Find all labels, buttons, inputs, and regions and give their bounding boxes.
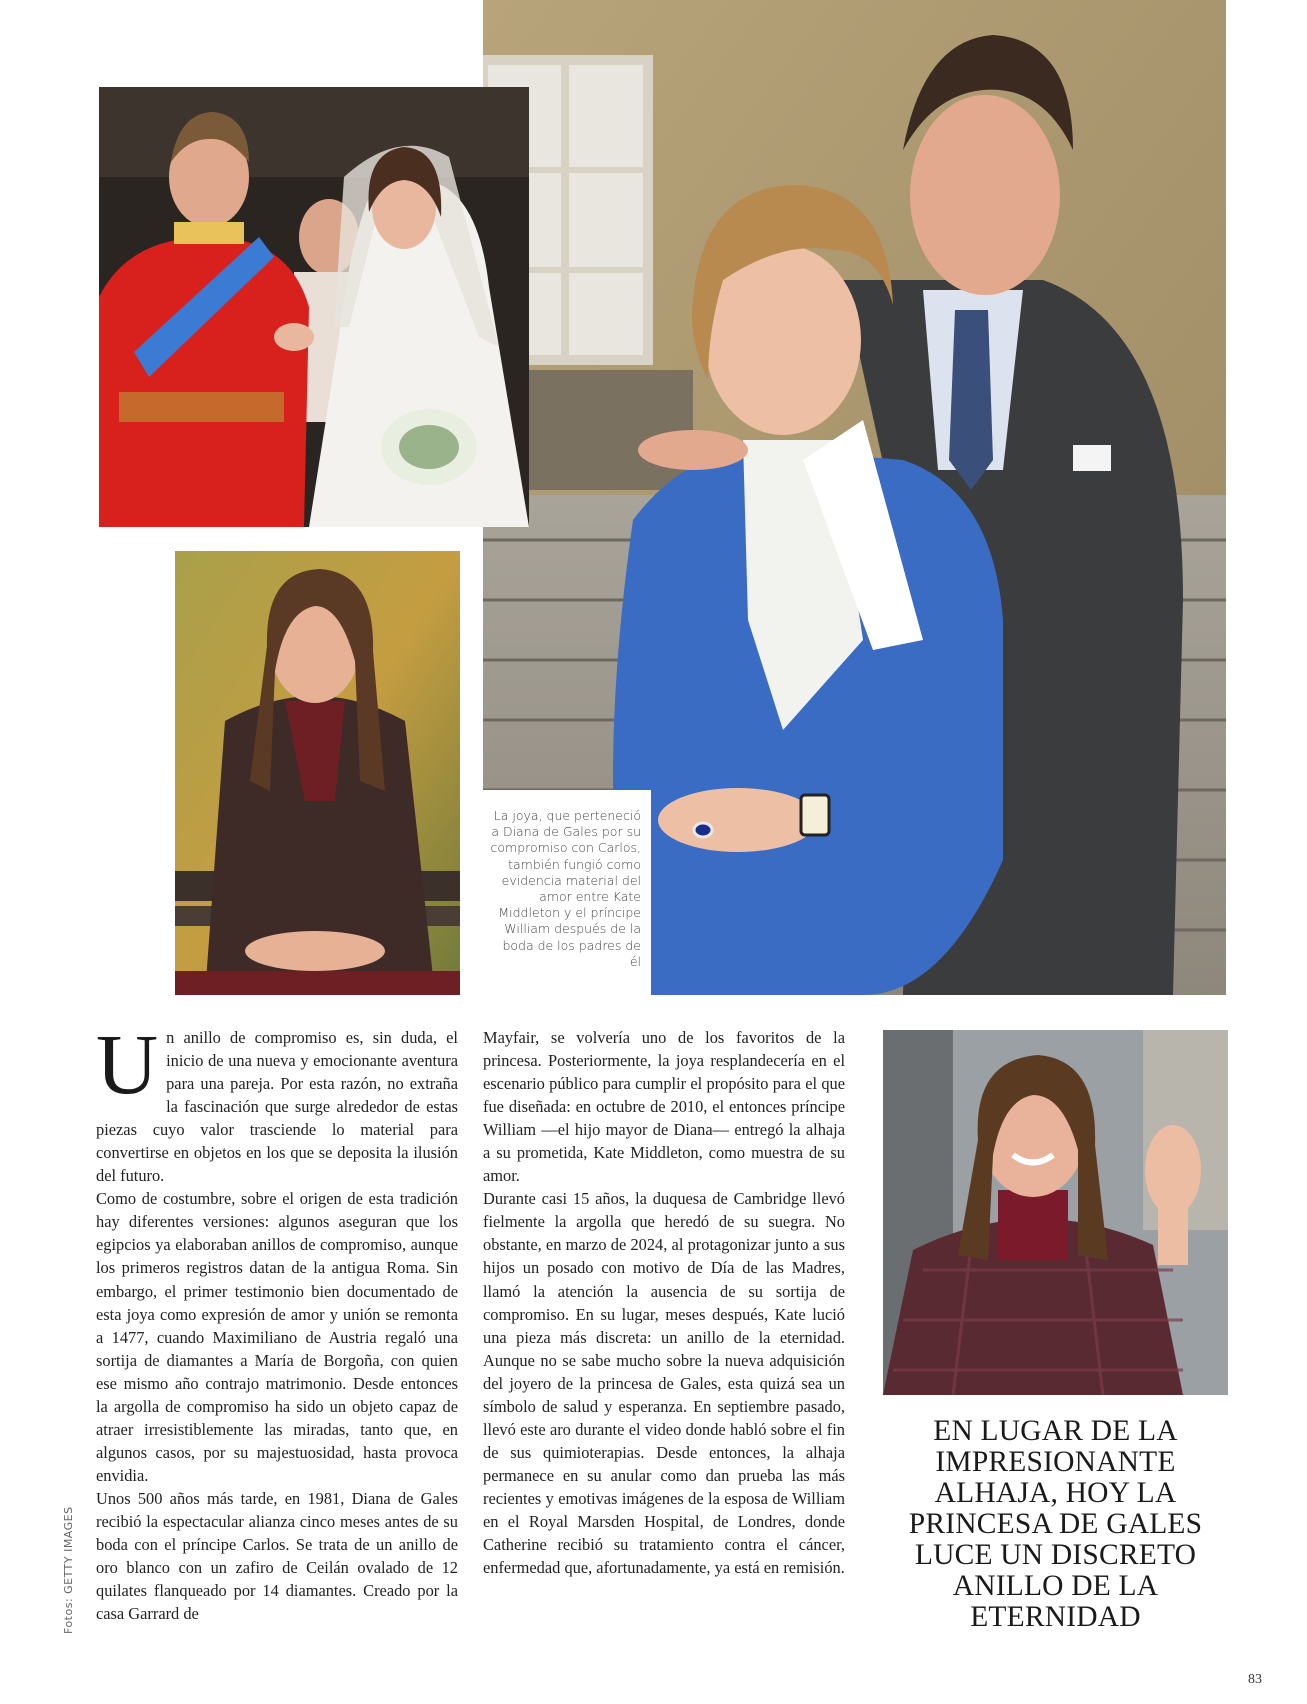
photo-caption: La joya, que perteneció a Diana de Gales por su compromiso con Carlos, también fungió como evidencia material del amor entre Kate Middleton y el príncipe William después de la boda de los padres de él <box>490 808 641 969</box>
page-number: 83 <box>1248 1672 1262 1687</box>
article-paragraph-3: Unos 500 años más tarde, en 1981, Diana de Gales recibió la espectacular alianza cinco meses antes de su boda con el príncipe Carlos. Se trata de un anillo de oro blanco con un zafiro de Ceilán ovalado de 12 quilates flanqueado por 14 diamantes. Creado por la casa Garrard de <box>96 1488 458 1624</box>
photo-credit: Fotos: GETTY IMAGES <box>62 1506 75 1634</box>
article-paragraph-1: Un anillo de compromiso es, sin duda, el inicio de una nueva y emocionante aventura para una pareja. Por esta razón, no extraña la fascinación que surge alrededor de estas piezas cuyo valor trasciende lo material para convertirse en objetos en los que se deposita la ilusión del futuro. <box>96 1016 458 1186</box>
article-paragraph-5: Durante casi 15 años, la duquesa de Cambridge llevó fielmente la argolla que heredó de su suegra. No obstante, en marzo de 2024, al protagonizar junto a sus hijos un posado con motivo de Día de las Madres, llamó la atención la ausencia de su sortija de compromiso. En su lugar, meses después, Kate lució una pieza más discreta: un anillo de la eternidad. Aunque no se sabe mucho sobre la nueva adquisición del joyero de la princesa de Gales, esta quizá sea un símbolo de salud y esperanza. En septiembre pasado, llevó este aro durante el video donde habló sobre el fin de sus quimioterapias. Desde entonces, la alhaja permanece en su anular como dan prueba las más recientes y emotivas imágenes de la esposa de William en el Royal Marsden Hospital, de Londres, donde Catherine recibió su tratamiento contra el cáncer, enfermedad que, afortunadamente, ya está en remisión. <box>483 1189 845 1578</box>
article-column-2 <box>483 1026 845 1579</box>
waving-portrait-photo <box>883 1030 1228 1395</box>
article-paragraph-2: Como de costumbre, sobre el origen de esta tradición hay diferentes versiones: algunos aseguran que los egipcios ya elaboraban anillos de compromiso, aunque los primeros registros datan de la antigua Roma. Sin embargo, el primer testimonio bien documentado de esta joya como expresión de amor y unión se remonta a 1477, cuando Maximiliano de Austria regaló una sortija de diamantes a María de Borgoña, con quien ese mismo año contrajo matrimonio. Desde entonces la argolla de compromiso ha sido un objeto capaz de atraer irresistiblemente las miradas, tanto que, en algunos casos, por su majestuosidad, hasta provoca envidia. <box>96 1189 458 1485</box>
seated-portrait-photo <box>175 551 460 995</box>
article-column-1 <box>96 1016 458 1625</box>
article-paragraph-4: Mayfair, se volvería uno de los favoritos de la princesa. Posteriormente, la joya resplandecería en el escenario público para cumplir el propósito para el que fue diseñada: en octubre de 2010, el entonces príncipe William —el hijo mayor de Diana— entregó la alhaja a su prometida, Kate Middleton, como muestra de su amor. <box>483 1028 845 1186</box>
photo-caption-box <box>483 790 651 995</box>
pull-quote: EN LUGAR DE LA IMPRESIONANTE ALHAJA, HOY LA PRINCESA DE GALES LUCE UN DISCRETO ANILLO DE LA ETERNIDAD <box>908 1415 1203 1633</box>
wedding-photo <box>99 87 529 527</box>
drop-cap: U <box>96 1016 159 1112</box>
